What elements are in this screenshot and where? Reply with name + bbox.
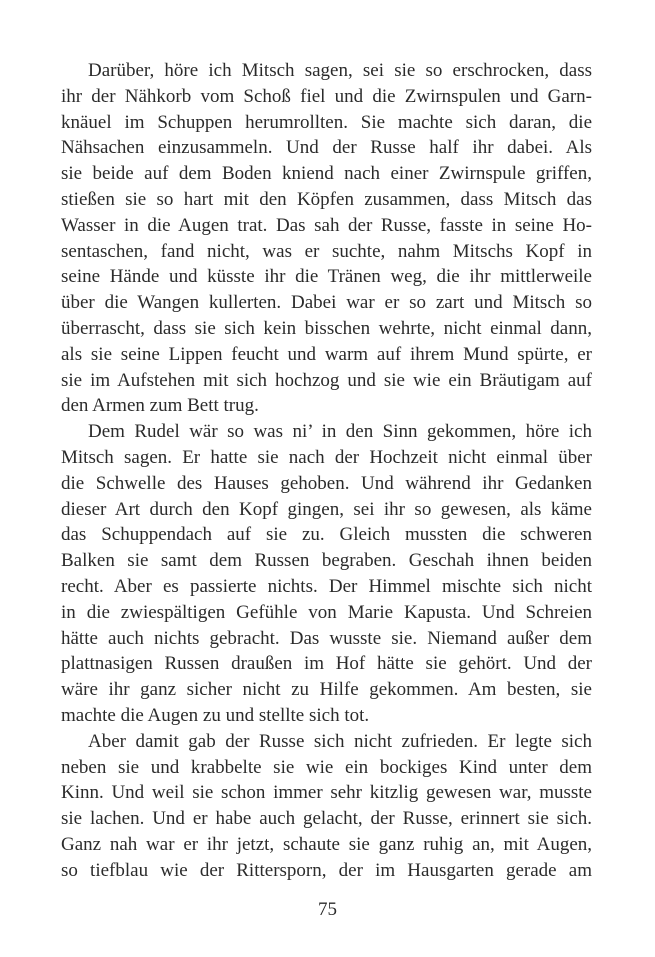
text-line: Wasser in die Augen trat. Das sah der Russe, fasste in seine Ho- <box>61 214 592 236</box>
text-line: ihr der Nähkorb vom Schoß fiel und die Zwirnspulen und Garn- <box>61 85 592 107</box>
text-line: Kinn. Und weil sie schon immer sehr kitzlig gewesen war, musste <box>61 782 592 804</box>
text-line: knäuel im Schuppen herumrollten. Sie machte sich daran, die <box>61 111 592 133</box>
text-line: als sie seine Lippen feucht und warm auf ihrem Mund spürte, er <box>61 343 592 365</box>
text-line: sie lachen. Und er habe auch gelacht, der Russe, erinnert sie sich. <box>61 808 592 830</box>
body-text <box>61 58 592 884</box>
text-line: dieser Art durch den Kopf gingen, sei ihr so gewesen, als käme <box>61 498 592 520</box>
text-line: Mitsch sagen. Er hatte sie nach der Hochzeit nicht einmal über <box>61 446 592 468</box>
paragraph-1 <box>61 58 592 419</box>
text-line: den Armen zum Bett trug. <box>61 395 259 417</box>
text-line: Dem Rudel wär so was ni’ in den Sinn gekommen, höre ich <box>88 421 592 443</box>
text-line: so tiefblau wie der Rittersporn, der im Hausgarten gerade am <box>61 859 592 881</box>
text-line: sie im Aufstehen mit sich hochzog und sie wie ein Bräutigam auf <box>61 369 592 391</box>
text-line: hätte auch nichts gebracht. Das wusste sie. Niemand außer dem <box>61 627 592 649</box>
text-line: Balken sie samt dem Russen begraben. Geschah ihnen beiden <box>61 550 592 572</box>
text-line: das Schuppendach auf sie zu. Gleich mussten die schweren <box>61 524 592 546</box>
text-line: in die zwiespältigen Gefühle von Marie Kapusta. Und Schreien <box>61 601 592 623</box>
text-line: Nähsachen einzusammeln. Und der Russe half ihr dabei. Als <box>61 137 592 159</box>
text-line: seine Hände und küsste ihr die Tränen weg, die ihr mittlerweile <box>61 266 592 288</box>
text-line: die Schwelle des Hauses gehoben. Und während ihr Gedanken <box>61 472 592 494</box>
paragraph-2 <box>61 419 592 729</box>
text-line: neben sie und krabbelte sie wie ein bockiges Kind unter dem <box>61 756 592 778</box>
text-line: überrascht, dass sie sich kein bisschen wehrte, nicht einmal dann, <box>61 317 592 339</box>
text-line: wäre ihr ganz sicher nicht zu Hilfe gekommen. Am besten, sie <box>61 679 592 701</box>
text-line: sentaschen, fand nicht, was er suchte, nahm Mitschs Kopf in <box>61 240 592 262</box>
text-line: sie beide auf dem Boden kniend nach einer Zwirnspule griffen, <box>61 163 592 185</box>
page-number: 75 <box>318 899 337 920</box>
text-line: über die Wangen kullerten. Dabei war er so zart und Mitsch so <box>61 292 592 314</box>
text-line: plattnasigen Russen draußen im Hof hätte sie gehört. Und der <box>61 653 592 675</box>
text-line: recht. Aber es passierte nichts. Der Himmel mischte sich nicht <box>61 575 592 597</box>
text-line: Ganz nah war er ihr jetzt, schaute sie ganz ruhig an, mit Augen, <box>61 833 592 855</box>
paragraph-3 <box>61 729 592 884</box>
text-line: Darüber, höre ich Mitsch sagen, sei sie so erschrocken, dass <box>88 60 592 81</box>
text-line: machte die Augen zu und stellte sich tot. <box>61 704 370 726</box>
text-line: stießen sie so hart mit den Köpfen zusammen, dass Mitsch das <box>61 188 592 210</box>
text-line: Aber damit gab der Russe sich nicht zufrieden. Er legte sich <box>88 730 592 752</box>
